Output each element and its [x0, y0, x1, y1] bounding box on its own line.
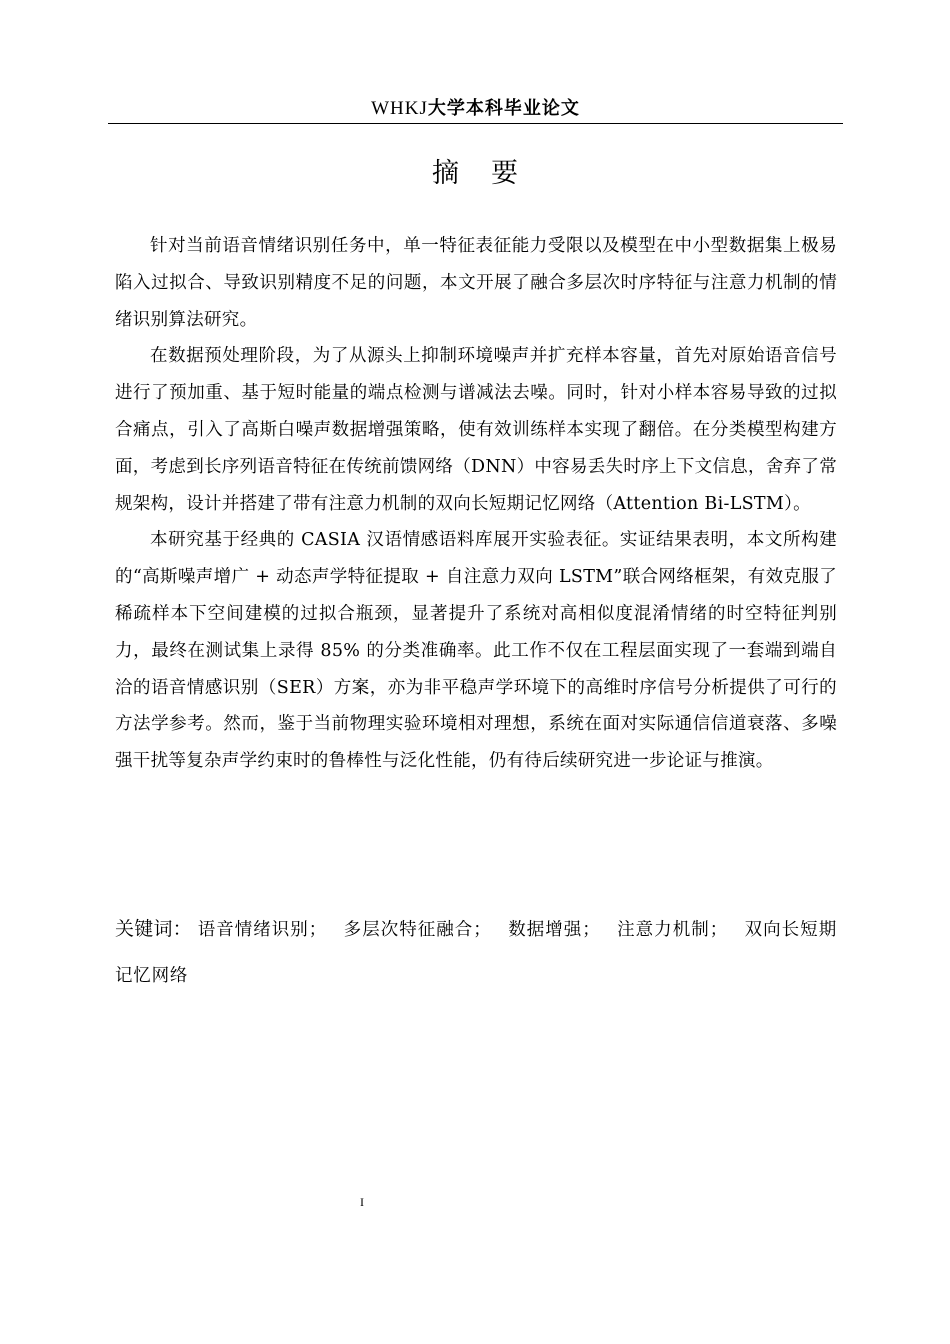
keywords-section: [115, 906, 837, 999]
header-school-title: 大学本科毕业论文: [427, 98, 580, 119]
abstract-paragraph: 针对当前语音情绪识别任务中，单一特征表征能力受限以及模型在中小型数据集上极易陷入过拟合、导致识别精度不足的问题，本文开展了融合多层次时序特征与注意力机制的情绪识别算法研究。: [115, 236, 837, 330]
page-header: [108, 94, 843, 124]
keywords-label: 关键词：: [115, 918, 192, 940]
keywords-values: 语音情绪识别； 多层次特征融合； 数据增强； 注意力机制； 双向长短期记忆网络: [115, 920, 837, 986]
abstract-body: [115, 228, 837, 780]
header-brand: WHKJ: [371, 98, 428, 119]
abstract-paragraph: 在数据预处理阶段，为了从源头上抑制环境噪声并扩充样本容量，首先对原始语音信号进行了预加重、基于短时能量的端点检测与谱减法去噪。同时，针对小样本容易导致的过拟合痛点，引入了高斯白噪声数据增强策略，使有效训练样本实现了翻倍。在分类模型构建方面，考虑到长序列语音特征在传统前馈网络（DNN）中容易丢失时序上下文信息，舍弃了常规架构，设计并搭建了带有注意力机制的双向长短期记忆网络（Attention Bi-LSTM）。: [115, 346, 837, 514]
abstract-paragraph: 本研究基于经典的 CASIA 汉语情感语料库展开实验表征。实证结果表明，本文所构建的“高斯噪声增广 + 动态声学特征提取 + 自注意力双向 LSTM”联合网络框架，有效克服了稀疏样本下空间建模的过拟合瓶颈，显著提升了系统对高相似度混淆情绪的时空特征判别力，最终在测试集上录得 85% 的分类准确率。此工作不仅在工程层面实现了一套端到端自洽的语音情感识别（SER）方案，亦为非平稳声学环境下的高维时序信号分析提供了可行的方法学参考。然而，鉴于当前物理实验环境相对理想，系统在面对实际通信信道衰落、多噪强干扰等复杂声学约束时的鲁棒性与泛化性能，仍有待后续研究进一步论证与推演。: [115, 530, 837, 772]
abstract-title: 摘要: [432, 158, 550, 189]
header-title: [371, 94, 580, 123]
page-number: I: [360, 1195, 364, 1209]
